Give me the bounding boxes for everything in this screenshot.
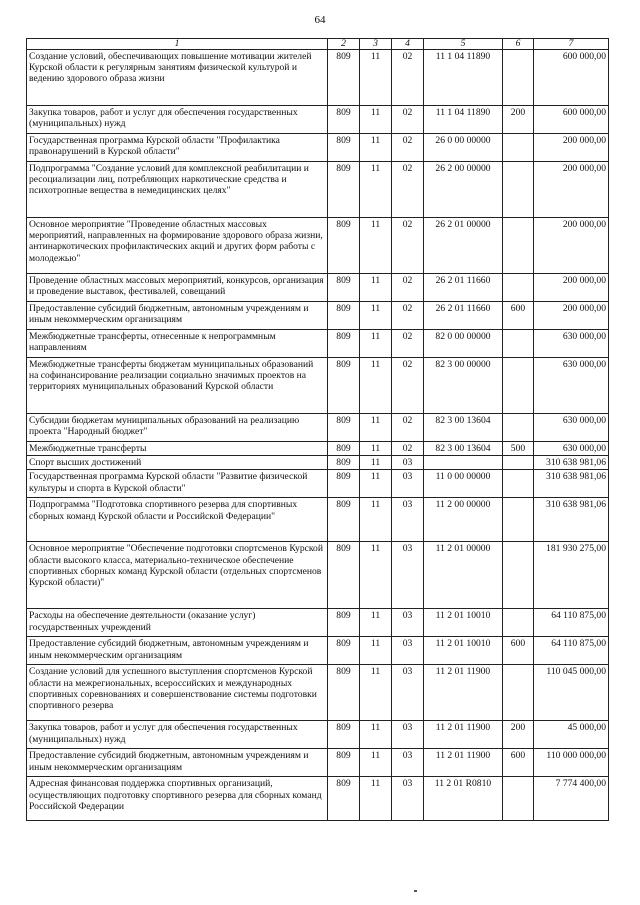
- row-col-3: 11: [360, 456, 392, 470]
- page-number: 64: [314, 14, 326, 26]
- row-col-3: 11: [360, 498, 392, 542]
- row-col-6: [503, 274, 534, 302]
- row-amount: 630 000,00: [534, 358, 609, 414]
- row-col-4: 03: [392, 749, 424, 777]
- row-name: Основное мероприятие "Проведение областных массовых мероприятий, направленных на формирование здорового образа жизни, антинаркотических профилактических акций и других форм работы с молодежью": [27, 218, 328, 274]
- row-col-3: 11: [360, 218, 392, 274]
- row-col-5: 82 3 00 13604: [424, 442, 503, 456]
- row-col-3: 11: [360, 542, 392, 609]
- row-col-4: 03: [392, 498, 424, 542]
- table-row: [27, 302, 609, 330]
- row-col-4: 03: [392, 777, 424, 821]
- scan-speck: [414, 890, 417, 892]
- row-name: Государственная программа Курской области "Профилактика правонарушений в Курской области": [27, 134, 328, 162]
- row-col-5: 26 2 01 11660: [424, 302, 503, 330]
- row-col-3: 11: [360, 414, 392, 442]
- table-row: [27, 162, 609, 218]
- row-col-4: 03: [392, 456, 424, 470]
- row-col-4: 02: [392, 106, 424, 134]
- row-col-4: 02: [392, 50, 424, 106]
- row-col-2: 809: [328, 274, 360, 302]
- table-row: [27, 609, 609, 637]
- row-amount: 310 638 981,06: [534, 456, 609, 470]
- row-col-5: 26 0 00 00000: [424, 134, 503, 162]
- row-col-2: 809: [328, 777, 360, 821]
- row-col-2: 809: [328, 414, 360, 442]
- header-col-3: 3: [360, 39, 392, 50]
- row-col-5: 11 1 04 11890: [424, 50, 503, 106]
- row-col-5: 26 2 00 00000: [424, 162, 503, 218]
- row-amount: 200 000,00: [534, 274, 609, 302]
- row-col-6: [503, 498, 534, 542]
- row-amount: 200 000,00: [534, 302, 609, 330]
- row-col-4: 02: [392, 358, 424, 414]
- table-row: [27, 274, 609, 302]
- row-name: Основное мероприятие "Обеспечение подготовки спортсменов Курской области высокого класса, материально-техническое обеспечение спортивных сборных команд Курской области (отдельных спортсменов Курской области)": [27, 542, 328, 609]
- row-col-6: 600: [503, 302, 534, 330]
- row-name: Предоставление субсидий бюджетным, автономным учреждениям и иным некоммерческим организациям: [27, 749, 328, 777]
- row-col-6: [503, 470, 534, 498]
- row-col-5: [424, 456, 503, 470]
- table-row: [27, 106, 609, 134]
- row-col-6: 600: [503, 637, 534, 665]
- row-col-6: [503, 162, 534, 218]
- row-col-6: [503, 542, 534, 609]
- row-col-2: 809: [328, 542, 360, 609]
- row-col-5: 11 2 01 11900: [424, 721, 503, 749]
- row-amount: 181 930 275,00: [534, 542, 609, 609]
- row-amount: 64 110 875,00: [534, 637, 609, 665]
- row-col-6: [503, 777, 534, 821]
- row-col-6: [503, 358, 534, 414]
- row-col-2: 809: [328, 358, 360, 414]
- table-row: [27, 665, 609, 721]
- row-col-4: 02: [392, 442, 424, 456]
- row-col-5: 11 0 00 00000: [424, 470, 503, 498]
- row-col-2: 809: [328, 106, 360, 134]
- header-row: [27, 39, 609, 50]
- row-name: Межбюджетные трансферты бюджетам муниципальных образований на софинансирование реализации социально значимых проектов на территориях муниципальных образований Курской области: [27, 358, 328, 414]
- row-name: Предоставление субсидий бюджетным, автономным учреждениям и иным некоммерческим организациям: [27, 637, 328, 665]
- table-row: [27, 330, 609, 358]
- row-col-3: 11: [360, 162, 392, 218]
- row-amount: 630 000,00: [534, 442, 609, 456]
- row-col-6: [503, 456, 534, 470]
- table-row: [27, 442, 609, 456]
- row-amount: 200 000,00: [534, 218, 609, 274]
- row-name: Создание условий для успешного выступления спортсменов Курской области на межрегиональных, всероссийских и международных спортивных соревнованиях и совершенствование системы подготовки спортивного резерва: [27, 665, 328, 721]
- row-col-5: 11 2 01 R0810: [424, 777, 503, 821]
- row-col-4: 02: [392, 218, 424, 274]
- row-col-2: 809: [328, 749, 360, 777]
- row-col-5: 11 2 01 11900: [424, 749, 503, 777]
- row-col-2: 809: [328, 330, 360, 358]
- row-col-3: 11: [360, 274, 392, 302]
- row-name: Межбюджетные трансферты: [27, 442, 328, 456]
- table-row: [27, 542, 609, 609]
- row-col-2: 809: [328, 637, 360, 665]
- row-amount: 630 000,00: [534, 414, 609, 442]
- row-col-6: [503, 609, 534, 637]
- row-amount: 630 000,00: [534, 330, 609, 358]
- row-col-5: 82 0 00 00000: [424, 330, 503, 358]
- row-amount: 45 000,00: [534, 721, 609, 749]
- row-col-5: 26 2 01 11660: [424, 274, 503, 302]
- header-col-6: 6: [503, 39, 534, 50]
- row-col-3: 11: [360, 358, 392, 414]
- row-col-3: 11: [360, 470, 392, 498]
- row-col-4: 03: [392, 470, 424, 498]
- row-name: Создание условий, обеспечивающих повышение мотивации жителей Курской области к регулярным занятиям физической культурой и ведению здорового образа жизни: [27, 50, 328, 106]
- header-col-2: 2: [328, 39, 360, 50]
- row-col-6: [503, 50, 534, 106]
- row-amount: 600 000,00: [534, 106, 609, 134]
- budget-table: [26, 38, 609, 821]
- table-row: [27, 50, 609, 106]
- row-amount: 600 000,00: [534, 50, 609, 106]
- row-amount: 110 000 000,00: [534, 749, 609, 777]
- row-col-2: 809: [328, 470, 360, 498]
- header-col-1: 1: [27, 39, 328, 50]
- row-name: Подпрограмма "Подготовка спортивного резерва для спортивных сборных команд Курской области и Российской Федерации": [27, 498, 328, 542]
- row-col-3: 11: [360, 609, 392, 637]
- row-name: Предоставление субсидий бюджетным, автономным учреждениям и иным некоммерческим организациям: [27, 302, 328, 330]
- row-col-4: 03: [392, 609, 424, 637]
- row-col-6: [503, 330, 534, 358]
- row-name: Подпрограмма "Создание условий для комплексной реабилитации и ресоциализации лиц, потребляющих наркотические средства и психотропные вещества в немедицинских целях": [27, 162, 328, 218]
- row-amount: 110 045 000,00: [534, 665, 609, 721]
- row-col-6: [503, 665, 534, 721]
- row-name: Адресная финансовая поддержка спортивных организаций, осуществляющих подготовку спортивного резерва для сборных команд Российской Федерации: [27, 777, 328, 821]
- table-row: [27, 456, 609, 470]
- row-amount: 200 000,00: [534, 162, 609, 218]
- row-col-5: 11 2 01 10010: [424, 609, 503, 637]
- row-col-3: 11: [360, 302, 392, 330]
- row-name: Спорт высших достижений: [27, 456, 328, 470]
- header-col-4: 4: [392, 39, 424, 50]
- table-row: [27, 218, 609, 274]
- row-col-5: 11 2 01 10010: [424, 637, 503, 665]
- row-col-5: 82 3 00 13604: [424, 414, 503, 442]
- row-col-3: 11: [360, 749, 392, 777]
- header-col-5: 5: [424, 39, 503, 50]
- row-name: Государственная программа Курской области "Развитие физической культуры и спорта в Курской области": [27, 470, 328, 498]
- row-col-6: [503, 134, 534, 162]
- row-col-6: 200: [503, 721, 534, 749]
- row-amount: 200 000,00: [534, 134, 609, 162]
- row-col-2: 809: [328, 218, 360, 274]
- row-amount: 64 110 875,00: [534, 609, 609, 637]
- table-row: [27, 749, 609, 777]
- row-col-2: 809: [328, 456, 360, 470]
- table-row: [27, 777, 609, 821]
- row-col-3: 11: [360, 106, 392, 134]
- table-row: [27, 470, 609, 498]
- row-col-6: [503, 218, 534, 274]
- row-col-4: 03: [392, 665, 424, 721]
- row-name: Субсидии бюджетам муниципальных образований на реализацию проекта "Народный бюджет": [27, 414, 328, 442]
- table-row: [27, 358, 609, 414]
- row-col-3: 11: [360, 721, 392, 749]
- row-col-2: 809: [328, 721, 360, 749]
- row-col-5: 11 2 00 00000: [424, 498, 503, 542]
- row-name: Межбюджетные трансферты, отнесенные к непрограммным направлениям: [27, 330, 328, 358]
- row-col-6: [503, 414, 534, 442]
- row-name: Проведение областных массовых мероприятий, конкурсов, организация и проведение выставок, фестивалей, совещаний: [27, 274, 328, 302]
- row-col-2: 809: [328, 498, 360, 542]
- row-col-6: 200: [503, 106, 534, 134]
- row-col-5: 11 1 04 11890: [424, 106, 503, 134]
- row-col-4: 02: [392, 330, 424, 358]
- row-col-5: 82 3 00 00000: [424, 358, 503, 414]
- row-col-4: 03: [392, 721, 424, 749]
- row-col-4: 02: [392, 134, 424, 162]
- row-col-5: 11 2 01 00000: [424, 542, 503, 609]
- row-col-6: 600: [503, 749, 534, 777]
- table-row: [27, 134, 609, 162]
- row-amount: 7 774 400,00: [534, 777, 609, 821]
- row-col-3: 11: [360, 665, 392, 721]
- row-col-4: 03: [392, 542, 424, 609]
- row-name: Закупка товаров, работ и услуг для обеспечения государственных (муниципальных) нужд: [27, 721, 328, 749]
- row-col-2: 809: [328, 442, 360, 456]
- row-col-3: 11: [360, 637, 392, 665]
- row-col-5: 11 2 01 11900: [424, 665, 503, 721]
- row-col-2: 809: [328, 162, 360, 218]
- row-col-2: 809: [328, 302, 360, 330]
- table-row: [27, 637, 609, 665]
- row-col-5: 26 2 01 00000: [424, 218, 503, 274]
- row-col-2: 809: [328, 609, 360, 637]
- table-row: [27, 498, 609, 542]
- table-row: [27, 721, 609, 749]
- row-amount: 310 638 981,06: [534, 470, 609, 498]
- table-row: [27, 414, 609, 442]
- row-col-2: 809: [328, 665, 360, 721]
- row-col-2: 809: [328, 134, 360, 162]
- row-col-4: 02: [392, 274, 424, 302]
- row-col-3: 11: [360, 134, 392, 162]
- row-col-4: 02: [392, 414, 424, 442]
- row-name: Расходы на обеспечение деятельности (оказание услуг) государственных учреждений: [27, 609, 328, 637]
- row-name: Закупка товаров, работ и услуг для обеспечения государственных (муниципальных) нужд: [27, 106, 328, 134]
- row-col-4: 02: [392, 302, 424, 330]
- row-col-3: 11: [360, 777, 392, 821]
- row-col-6: 500: [503, 442, 534, 456]
- row-col-4: 03: [392, 637, 424, 665]
- row-col-4: 02: [392, 162, 424, 218]
- header-col-7: 7: [534, 39, 609, 50]
- row-col-3: 11: [360, 442, 392, 456]
- row-col-2: 809: [328, 50, 360, 106]
- row-col-3: 11: [360, 330, 392, 358]
- row-amount: 310 638 981,06: [534, 498, 609, 542]
- row-col-3: 11: [360, 50, 392, 106]
